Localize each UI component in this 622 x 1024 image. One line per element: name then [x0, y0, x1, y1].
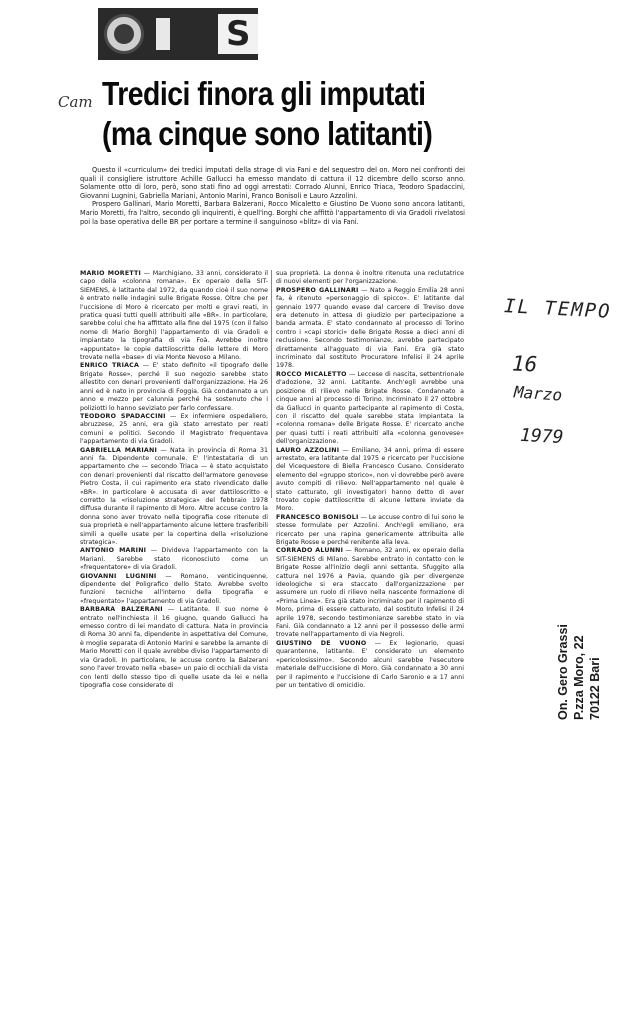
profile-paragraph — [276, 547, 464, 639]
profile-name: MARIO MORETTI — [80, 270, 142, 277]
masthead-bar — [156, 18, 170, 50]
profile-name: TEODORO SPADACCINI — [80, 412, 166, 420]
profile-name: FRANCESCO BONISOLI — [276, 513, 359, 521]
right-column — [276, 270, 464, 690]
intro-paragraph: Prospero Gallinari, Mario Moretti, Barbara Balzerani, Rocco Micaletto e Giustino De Vuono sono ancora latitanti, Mario Moretti, fra l'altro, secondo gli inquirenti, è quell'ing. Borghi che affittò l'appartamento di via Gradoli rivelatosi poi la base operativa delle BR per portare a termine il sanguinoso «blitz» di via Fani. — [80, 200, 465, 226]
profile-name: PROSPERO GALLINARI — [276, 286, 359, 294]
profile-paragraph — [80, 447, 268, 548]
profile-name: ENRICO TRIACA — [80, 362, 140, 370]
column-divider — [271, 270, 272, 498]
profile-paragraph — [80, 270, 268, 362]
profile-name: GABRIELLA MARIANI — [80, 446, 157, 454]
profile-paragraph — [276, 447, 464, 514]
headline-line-1: Tredici finora gli imputati — [102, 75, 426, 112]
profile-name: ANTONIO MARINI — [80, 547, 147, 555]
profile-paragraph — [80, 547, 268, 572]
profile-text: — Ex legionario, quasi quarantenne, latitante. E' considerato un elemento «pericolosissimo». Secondo alcuni sarebbe l'esecutore materiale dell'uccisione di Moro. Già condannato a 30 anni per il rapimento e l'uccisione di Carlo Saronio e a 17 anni per un tentativo di omicidio. — [276, 639, 464, 689]
left-column — [80, 270, 268, 690]
profile-paragraph — [276, 287, 464, 371]
profile-paragraph — [80, 573, 268, 607]
profile-name: CORRADO ALUNNI — [276, 547, 344, 555]
profile-text: — Divideva l'appartamento con la Mariani. Sarebbe stato riconosciuto come un «frequentatore» di via Gradoli. — [80, 547, 268, 572]
headline-line-2: (ma cinque sono latitanti) — [102, 115, 433, 152]
handwritten-year: 1979 — [519, 424, 564, 449]
profile-text: — Romano, 32 anni, ex operaio della SIT-SIEMENS di Milano. Sarebbe entrato in contatto con le Brigate Rosse all'inizio degli anni settanta. Sfuggito alla cattura nel 1976 a Pavia, quando già per divergenze ideologiche si era staccato dall'organizzazione per assumere un ruolo di rilievo nella nascente formazione di «Prima Linea». Era già stato incriminato per il rapimento di Moro, prima di essere catturato, dal sostituto Infelisi il 24 aprile 1978, secondo testimonianze sarebbe stato in via Fani. Già condannato a 12 anni per il possesso delle armi trovate nell'appartamento di via Negroli. — [276, 547, 464, 639]
profile-paragraph — [80, 413, 268, 447]
profile-paragraph — [80, 606, 268, 690]
stamp-line-city: 70122 Bari — [588, 657, 602, 720]
handwritten-month: Marzo — [513, 382, 563, 405]
profile-paragraph — [276, 371, 464, 447]
intro-paragraphs — [80, 166, 465, 226]
stamp-line-name: On. Gero Grassi — [556, 624, 570, 720]
masthead-photo — [98, 8, 258, 60]
stamp-line-street: P.zza Moro, 22 — [572, 635, 586, 720]
profile-name: ROCCO MICALETTO — [276, 370, 347, 378]
profile-name: GIUSTINO DE VUONO — [276, 639, 367, 647]
profile-paragraph — [276, 640, 464, 690]
profile-text: — Ex infermiere ospedaliero, abruzzese, 25 anni, era già stato arrestato per reati comuni e politici. Secondo il Magistrato frequentava l'appartamento di via Gradoli. — [80, 412, 268, 446]
profile-text: sua proprietà. La donna è inoltre ritenuta una reclutatrice di nuovi elementi per l'organizzazione. — [276, 270, 464, 286]
profile-text: — E' stato definito «il tipografo delle Brigate Rosse», perché il suo negozio sarebbe stato allestito con denari provenienti dall'organizzazione. Ha 26 anni ed è nato in provincia di Foggia. Già condannato a un anno e mezzo per calunnia perché ha sostenuto che i poliziotti lo hanno seviziato per farlo confessare. — [80, 362, 268, 412]
profile-text: — Emiliano, 34 anni, prima di essere arrestato, era latitante dal 1975 e ricercato per l'uccisione del Vicequestore di Biella Francesco Cusano. Considerato elemento del «gruppo storico», non vi dovrebbe però avere avuto compiti di rilievo. Nell'appartamento nel quale è stato catturato, gli investigatori hanno detto di aver trovato copie dattiloscritte di alcune lettere inviate da Moro. — [276, 446, 464, 513]
profile-text: — Le accuse contro di lui sono le stesse formulate per Azzolini. Anch'egli emiliano, era ricercato per una rapina genericamente attribuita alle Brigate Rosse e perché renitente alla leva. — [276, 513, 464, 546]
handwritten-day: 16 — [511, 351, 538, 377]
masthead-disc-center — [114, 24, 134, 44]
newspaper-clipping — [58, 8, 465, 689]
profile-name: BARBARA BALZERANI — [80, 606, 163, 614]
profile-text: — Nata in provincia di Roma 31 anni fa. Dipendente comunale. E' l'intestataria di un appartamento che — secondo Triaca — è stato acquistato con denari provenienti dal riscatto dell'armatore genovese Pietro Costa, il cui rapimento era stato rivendicato dalle «BR». In particolare è accusata di aver dattiloscritto e corretto la «risoluzione strategica» del febbraio 1978 diffusa durante il rapimento di Moro. Altre accuse contro la donna sono aver trovato nella tipografia cose ritenute di sua proprietà e nell'appartamento alcune lettere trasferibili simili a quelle usate per la copertina della «risoluzione strategica». — [80, 446, 268, 546]
profile-text: — Marchigiano, 33 anni, considerato il capo della «colonna romana». Ex operaio della SIT-SIEMENS, è latitante dal 1972, da quando cioè il suo nome è entrato nelle indagini sulle Brigate Rosse. Oltre che per l'uccisione di Moro è ricercato per molti e gravi reati, in pratica quasi tutti quelli attribuiti alle «BR». In particolare, sarebbe colui che ha affittato alla fine del 1975 (con il falso nome di Mario Borghi) l'appartamento di via Gradoli e impiantato la tipografia di via Foà. Avrebbe inoltre «appuntato» le copie dattiloscritte delle lettere di Moro trovate nella «base» di via Monte Nevoso a Milano. — [80, 270, 269, 362]
profile-paragraph — [276, 270, 464, 287]
intro-paragraph: Questo il «curriculum» dei tredici imputati della strage di via Fani e del sequestro del on. Moro nei confronti dei quali il consigliere istruttore Achille Gallucci ha emesso mandato di cattura il 12 dicembre dello scorso anno. Solamente otto di loro, però, sono stati fino ad oggi arrestati: Corrado Alunni, Enrico Triaca, Teodoro Spadaccini, Giovanni Lugnini, Gabriella Mariani, Antonio Marini, Franco Bonisoli e Lauro Azzolini. — [80, 166, 465, 200]
masthead-letter: S — [226, 14, 251, 54]
profile-name: LAURO AZZOLINI — [276, 446, 340, 454]
profile-paragraph — [276, 514, 464, 548]
profile-paragraph — [80, 362, 268, 412]
handwritten-newspaper-name: IL TEMPO — [503, 295, 613, 323]
profile-text: — Leccese di nascita, settentrionale d'adozione, 32 anni. Latitante. Anch'egli avrebbe una posizione di rilievo nelle Brigate Rosse. Condannato a cinque anni al processo di Torino. Incriminato il 27 ottobre da Gallucci in quanto partecipante al rapimento di Costa, con il riscatto del quale sarebbe stata impiantata la «colonna romana» delle Brigate Rosse. E' ricercato anche per quasi tutti i reati attribuiti alla «colonna genovese» dell'organizzazione. — [276, 370, 464, 446]
address-stamp — [552, 600, 612, 720]
profile-text: — Nato a Reggio Emilia 28 anni fa, è ritenuto «personaggio di spicco». E' latitante dal gennaio 1977 quando evase dal carcere di Treviso dove era detenuto in attesa di giudizio per partecipazione a banda armata. E' stato condannato al processo di Torino contro i «capi storici» delle Brigate Rosse a dieci anni di reclusione. Secondo testimonianze, avrebbe partecipato direttamente all'agguato di via Fani. Era già stato incriminato dal sostituto Procuratore Infelisi il 24 aprile 1978. — [276, 286, 464, 370]
kicker-text: Cam — [58, 93, 93, 111]
profile-text: — Latitante. Il suo nome è entrato nell'inchiesta il 16 giugno, quando Gallucci ha emesso contro di lei mandato di cattura. Nata in provincia di Roma 30 anni fa, dipendente in aspettativa del Comune, è moglie separata di Antonio Marini e sarebbe la amante di Mario Moretti con il quale avrebbe diviso l'appartamento di via Gradoli. In particolare, le accuse contro la Balzerani sono l'aver trovato nella «base» un paio di occhiali da vista con lenti dello stesso tipo di quelle usate da lei e nella tipografia cose considerate di — [80, 606, 268, 689]
headline — [102, 74, 433, 154]
profile-text: — Romano, venticinquenne, dipendente del Poligrafico dello Stato. Avrebbe svolto funzioni tecniche all'interno della tipografia e «frequentato» l'appartamento di via Gradoli. — [80, 572, 268, 605]
profile-name: GIOVANNI LUGNINI — [80, 572, 157, 580]
